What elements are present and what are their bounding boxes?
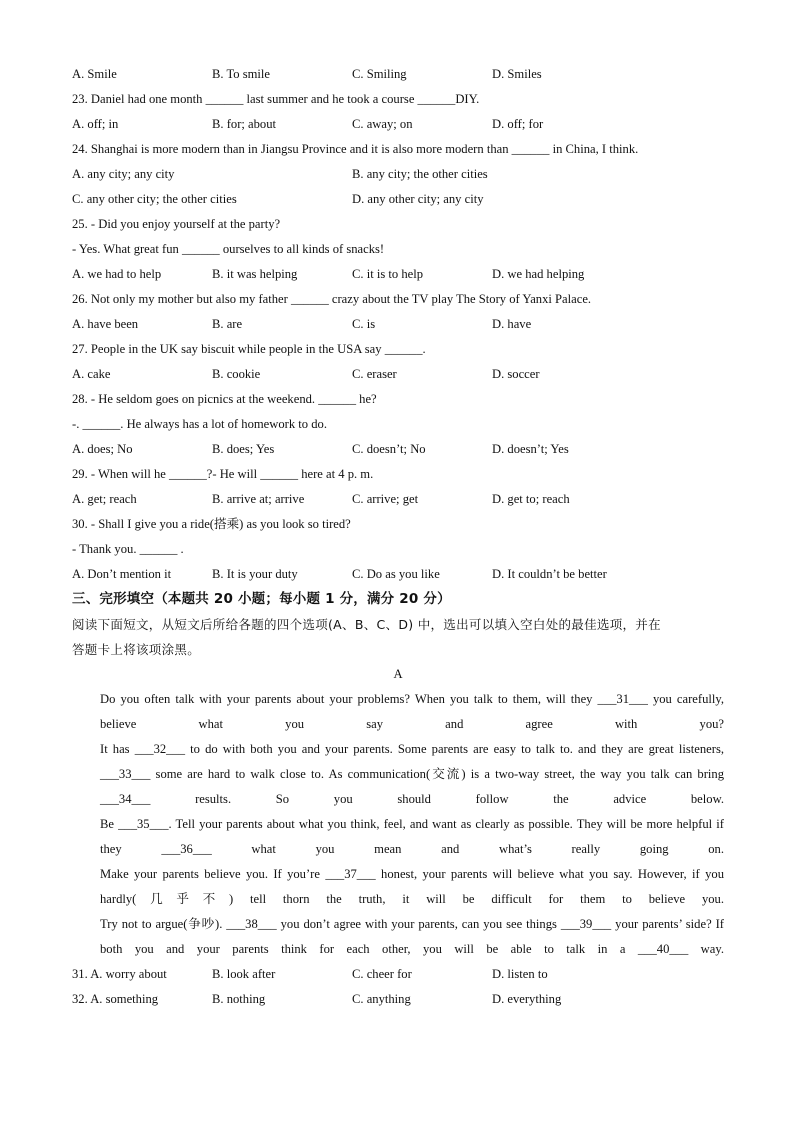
question-text: 29. - When will he ______?- He will ______ here at 4 p. m. [72, 467, 374, 481]
question-text: 30. - Shall I give you a ride(搭乘) as you look so tired? [72, 517, 351, 531]
option-item: C. Smiling [352, 67, 407, 81]
question-text: 26. Not only my mother but also my father ______ crazy about the TV play The Story of Yanxi Palace. [72, 292, 592, 306]
option-item: B. To smile [212, 67, 271, 81]
option-item: C. anything [352, 992, 411, 1006]
option-item: B. are [212, 317, 243, 331]
option-item: A. cake [72, 367, 111, 381]
option-item: 31. A. worry about [72, 967, 167, 981]
question-text: 25. - Did you enjoy yourself at the party? [72, 217, 281, 231]
option-row [72, 312, 724, 337]
option-item: D. everything [492, 992, 562, 1006]
option-item: C. away; on [352, 117, 413, 131]
option-item: A. any city; any city [72, 167, 175, 181]
section-heading: 三、完形填空（本题共 20 小题；每小题 1 分，满分 20 分） [72, 591, 451, 607]
option-row [72, 112, 724, 137]
option-item: 32. A. something [72, 992, 159, 1006]
option-item: D. get to; reach [492, 492, 570, 506]
option-item: D. we had helping [492, 267, 585, 281]
passage-paragraph: Do you often talk with your parents about your problems? When you talk to them, will they ___31___ you carefully, believe what you say and agree with you? [100, 692, 724, 731]
option-row [72, 437, 724, 462]
option-item: B. any city; the other cities [352, 167, 488, 181]
passage-paragraph: Be ___35___. Tell your parents about what you think, feel, and want as clearly as possible. They will be more helpful if they ___36___ what you mean and what’s really going on. [100, 817, 724, 856]
option-item: C. cheer for [352, 967, 412, 981]
option-item: B. cookie [212, 367, 261, 381]
option-item: A. get; reach [72, 492, 137, 506]
option-item: D. off; for [492, 117, 544, 131]
option-item: B. It is your duty [212, 567, 298, 581]
option-item: B. arrive at; arrive [212, 492, 305, 506]
option-item: D. Smiles [492, 67, 542, 81]
option-item: D. doesn’t; Yes [492, 442, 569, 456]
option-item: A. Smile [72, 67, 117, 81]
option-item: A. does; No [72, 442, 133, 456]
option-item: C. arrive; get [352, 492, 419, 506]
option-item: A. off; in [72, 117, 119, 131]
option-item: C. is [352, 317, 376, 331]
option-item: D. have [492, 317, 532, 331]
question-text: 28. - He seldom goes on picnics at the weekend. ______ he? [72, 392, 377, 406]
option-row [72, 162, 724, 187]
option-item: D. It couldn’t be better [492, 567, 607, 581]
cloze-options [72, 962, 724, 1012]
option-item: D. soccer [492, 367, 540, 381]
option-item: D. listen to [492, 967, 548, 981]
passage-paragraph: It has ___32___ to do with both you and your parents. Some parents are easy to talk to. and they are great listeners, ___33___ some are hard to walk close to. As communication(交流) is a two-way street, the way you talk can bring ___34___ results. So you should follow the advice below. [100, 742, 724, 806]
option-row [72, 987, 724, 1012]
option-item: A. we had to help [72, 267, 162, 281]
passage-label: A [393, 667, 403, 681]
question-text: 23. Daniel had one month ______ last summer and he took a course ______DIY. [72, 92, 480, 106]
option-item: B. for; about [212, 117, 277, 131]
question-text: 27. People in the UK say biscuit while people in the USA say ______. [72, 342, 426, 356]
option-item: B. does; Yes [212, 442, 275, 456]
question-text: - Thank you. ______ . [72, 542, 184, 556]
option-row [72, 562, 724, 587]
question-text: -. ______. He always has a lot of homework to do. [72, 417, 327, 431]
option-item: C. Do as you like [352, 567, 440, 581]
option-row [72, 62, 724, 87]
question-text: - Yes. What great fun ______ ourselves to all kinds of snacks! [72, 242, 385, 256]
option-item: B. nothing [212, 992, 266, 1006]
passage-paragraph: Try not to argue(争吵). ___38___ you don’t agree with your parents, can you see things ___39___ your parents’ side? If both you and your parents think for each other, you will be able to talk in a ___40___ way. [100, 917, 724, 956]
option-item: C. eraser [352, 367, 397, 381]
option-row [72, 262, 724, 287]
option-item: A. have been [72, 317, 139, 331]
instruction-text: 阅读下面短文，从短文后所给各题的四个选项(A、B、C、D) 中，选出可以填入空白处的最佳选项，并在 [72, 617, 661, 632]
option-item: B. it was helping [212, 267, 298, 281]
question-text: 24. Shanghai is more modern than in Jiangsu Province and it is also more modern than ______ in China, I think. [72, 142, 639, 156]
option-row [72, 362, 724, 387]
option-row [72, 187, 724, 212]
option-item: C. any other city; the other cities [72, 192, 237, 206]
option-item: C. it is to help [352, 267, 424, 281]
option-item: D. any other city; any city [352, 192, 484, 206]
option-row [72, 487, 724, 512]
passage-paragraph: Make your parents believe you. If you’re ___37___ honest, your parents will believe what you say. However, if you hardly(几乎不) tell thorn the truth, it will be difficult for them to believe you. [100, 867, 724, 906]
option-item: B. look after [212, 967, 276, 981]
option-row [72, 962, 724, 987]
option-item: A. Don’t mention it [72, 567, 172, 581]
option-item: C. doesn’t; No [352, 442, 426, 456]
cloze-passage [72, 687, 724, 962]
instruction-text: 答题卡上将该项涂黑。 [72, 642, 201, 657]
question-section [72, 62, 724, 687]
exam-page [72, 62, 724, 1012]
